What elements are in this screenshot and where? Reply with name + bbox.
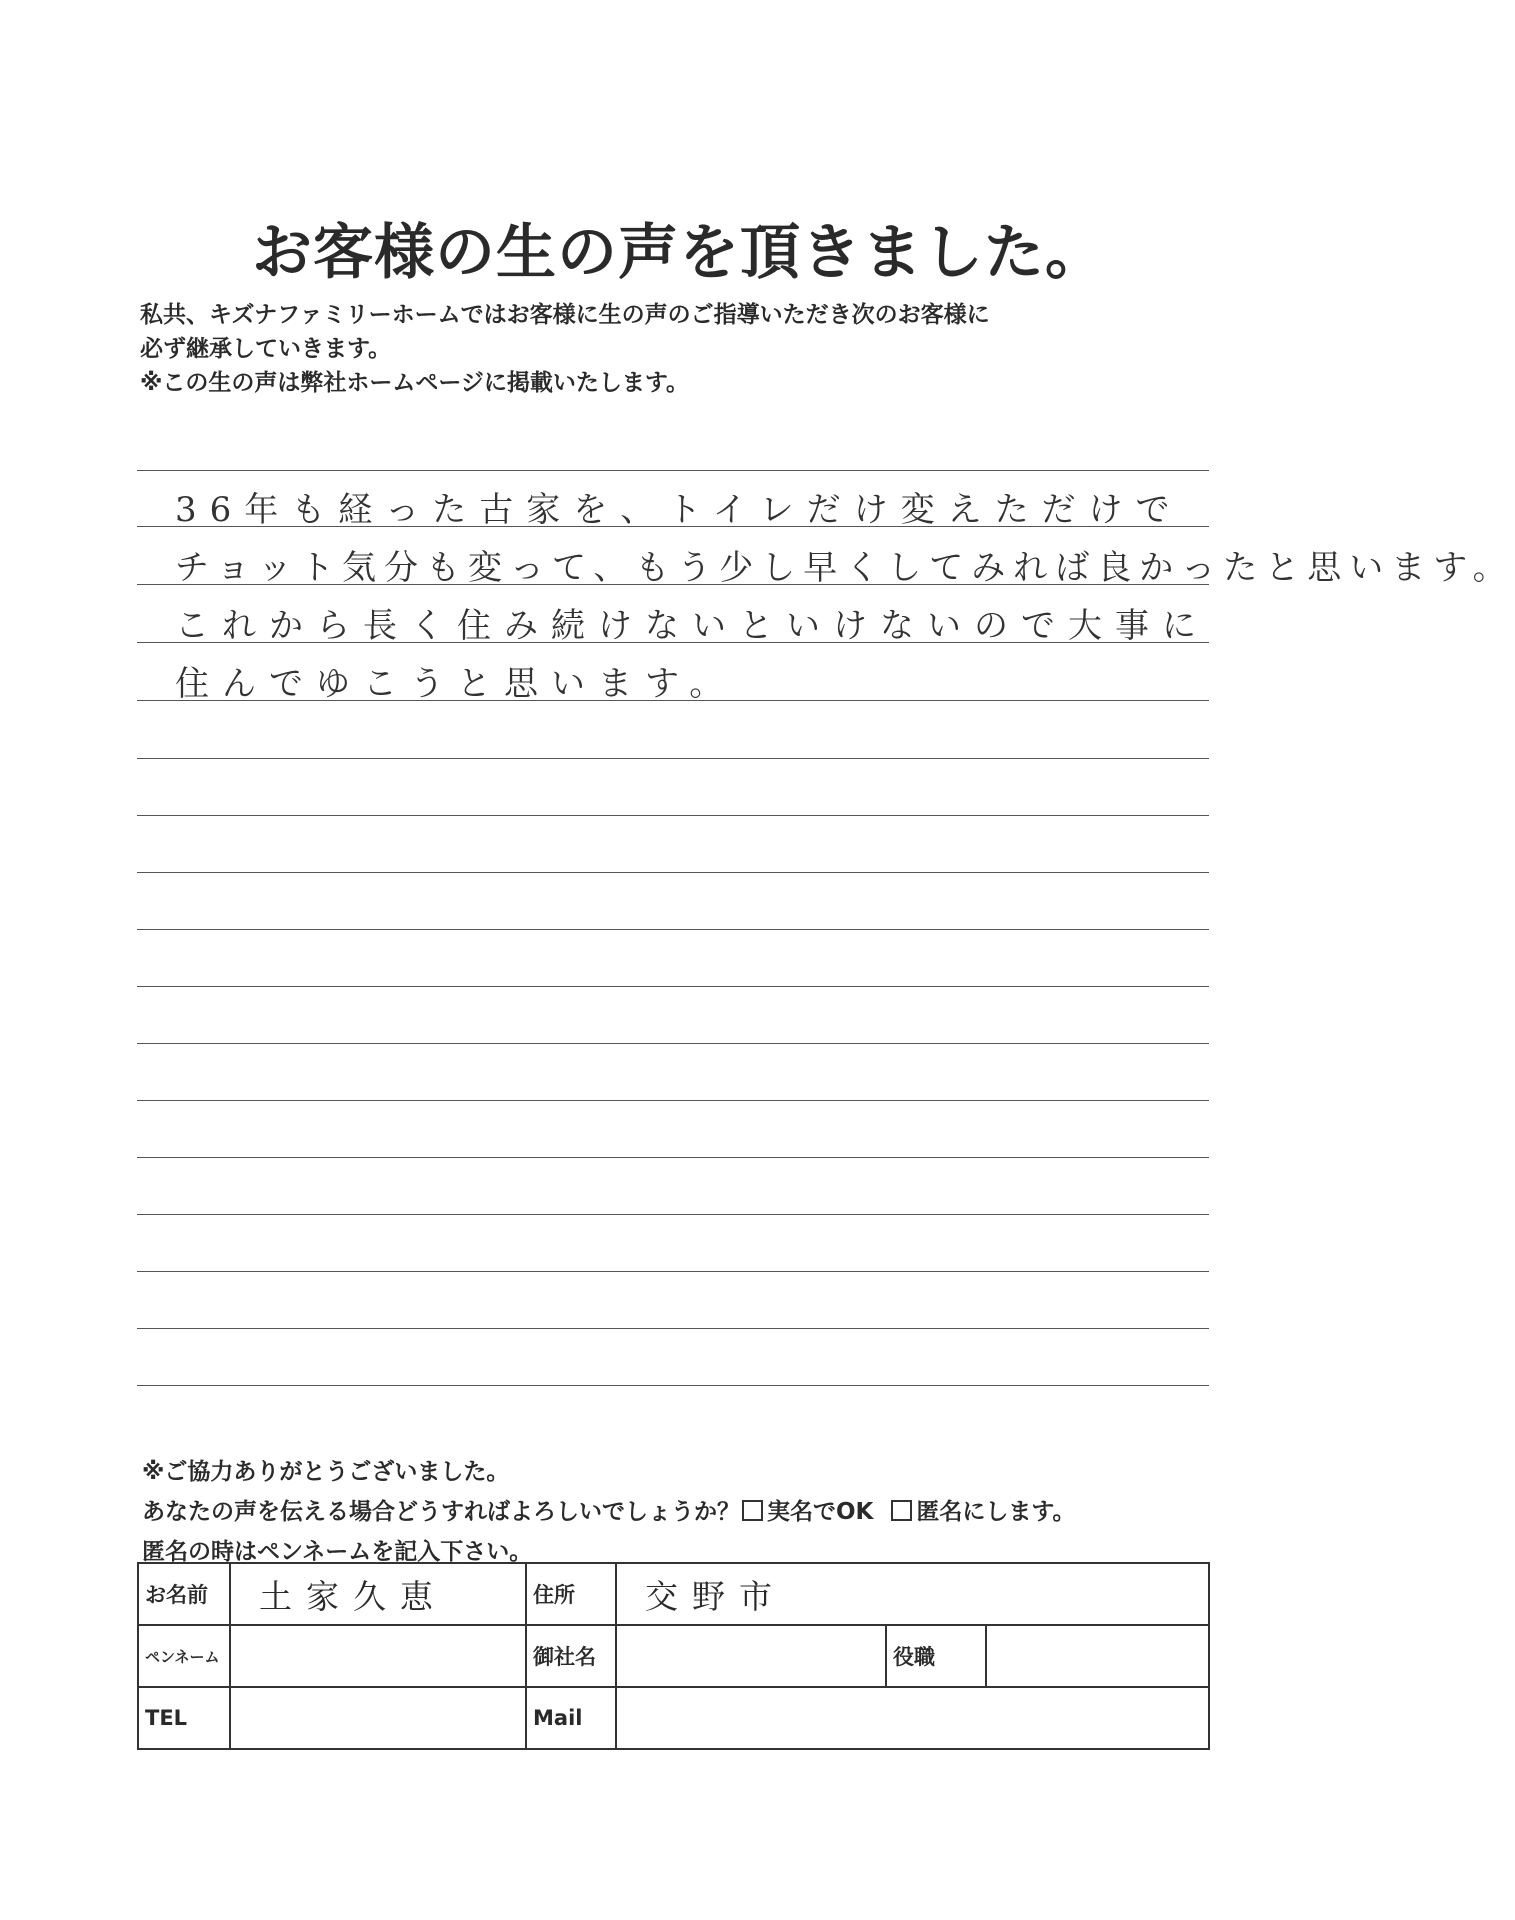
- real-name-option-label: 実名でOK: [767, 1499, 874, 1525]
- position-field[interactable]: [986, 1625, 1209, 1687]
- publish-question: [142, 1492, 1076, 1532]
- pen-name-note: 匿名の時はペンネームを記入下さい。: [142, 1539, 533, 1565]
- intro-line-3: ※この生の声は弊社ホームページに掲載いたします。: [140, 370, 690, 396]
- rule-line: [137, 470, 1209, 471]
- rule-line: [137, 1157, 1209, 1158]
- rule-line: [137, 872, 1209, 873]
- rule-line: [137, 929, 1209, 930]
- intro-text: [140, 298, 990, 400]
- thanks-text: ※ご協力ありがとうございました。: [142, 1459, 510, 1485]
- company-label: 御社名: [526, 1625, 616, 1687]
- anonymous-option-label: 匿名にします。: [916, 1499, 1076, 1525]
- handwritten-line-4: 住んでゆこうと思います。: [175, 664, 737, 704]
- address-label: 住所: [526, 1563, 616, 1625]
- handwritten-line-1: 36年も経った古家を、トイレだけ変えただけで: [175, 490, 1183, 530]
- name-label: お名前: [138, 1563, 230, 1625]
- rule-line: [137, 1100, 1209, 1101]
- rule-line: [137, 758, 1209, 759]
- page-title: お客様の生の声を頂きました。: [252, 218, 1106, 288]
- anonymous-checkbox[interactable]: [891, 1500, 912, 1521]
- rule-line: [137, 1385, 1209, 1386]
- handwritten-line-3: これから長く住み続けないといけないので大事に: [175, 606, 1209, 646]
- address-field[interactable]: 交野市: [616, 1563, 1209, 1625]
- handwritten-line-2: チョット気分も変って、もう少し早くしてみれば良かったと思います。: [175, 548, 1515, 588]
- mail-label: Mail: [526, 1687, 616, 1749]
- question-text: あなたの声を伝える場合どうすればよろしいでしょうか？: [142, 1499, 740, 1525]
- penname-label: ペンネーム: [138, 1625, 230, 1687]
- name-field[interactable]: 土家久恵: [230, 1563, 526, 1625]
- tel-label: TEL: [138, 1687, 230, 1749]
- rule-line: [137, 1214, 1209, 1215]
- penname-field[interactable]: [230, 1625, 526, 1687]
- rule-line: [137, 1043, 1209, 1044]
- rule-line: [137, 1271, 1209, 1272]
- rule-line: [137, 815, 1209, 816]
- company-field[interactable]: [616, 1625, 886, 1687]
- rule-line: [137, 986, 1209, 987]
- intro-line-2: 必ず継承していきます。: [140, 336, 392, 362]
- footer-note: [142, 1452, 1076, 1572]
- rule-line: [137, 1328, 1209, 1329]
- customer-info-form: [137, 1562, 1210, 1750]
- position-label: 役職: [886, 1625, 986, 1687]
- intro-line-1: 私共、キズナファミリーホームではお客様に生の声のご指導いただき次のお客様に: [140, 302, 990, 328]
- real-name-checkbox[interactable]: [742, 1500, 763, 1521]
- tel-field[interactable]: [230, 1687, 526, 1749]
- mail-field[interactable]: [616, 1687, 1209, 1749]
